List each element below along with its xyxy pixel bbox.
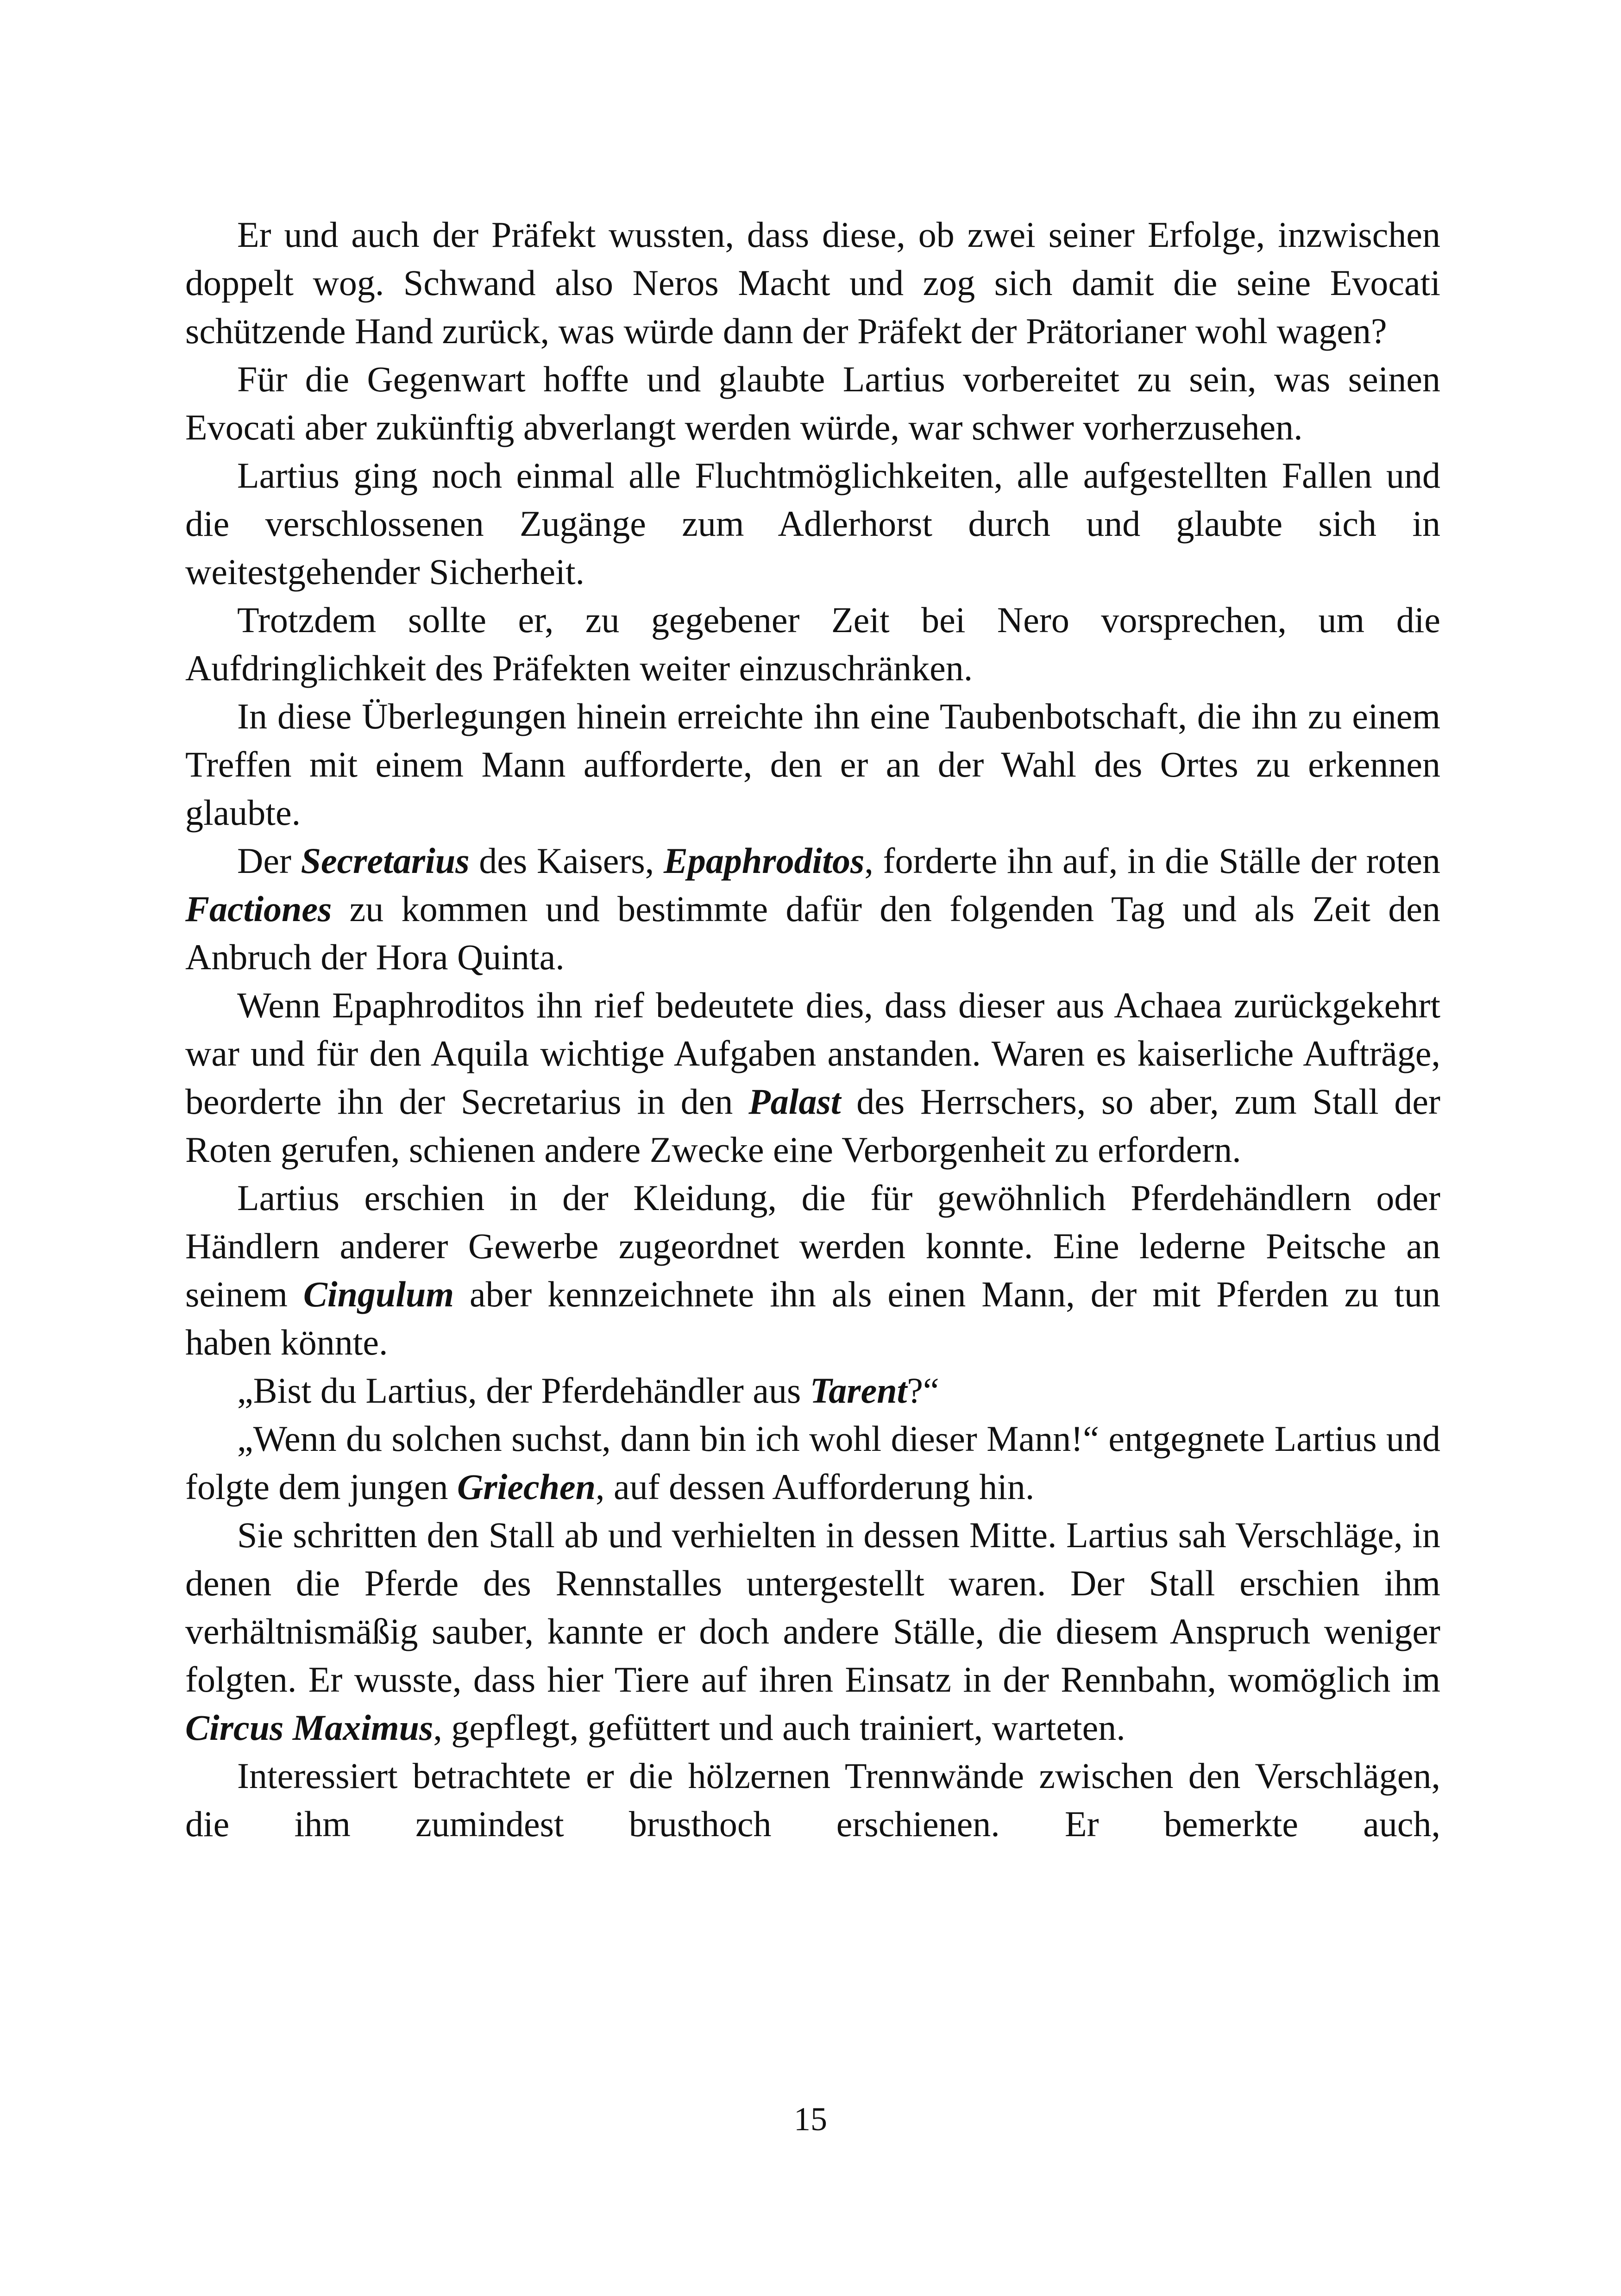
emphasis-term: Epaphroditos — [663, 841, 865, 881]
text-run: des Kaisers, — [469, 841, 664, 881]
text-run: Er und auch der Präfekt wussten, dass diese, ob zwei seiner Erfolge, inzwischen doppelt wog. Schwand also Neros Macht und zog sich damit die seine Evocati schützende Hand zurück, was würde dann der Präfekt der Prätorianer wohl wagen? — [185, 214, 1440, 351]
text-run: Lartius erschien in der Kleidung, die für gewöhnlich Pferdehändlern oder Händlern anderer Gewerbe zugeordnet werden konnte. Eine lederne Peitsche an seinem — [185, 1178, 1440, 1314]
paragraph — [185, 452, 1440, 596]
text-run: Interessiert betrachtete er die hölzernen Trennwände zwischen den Verschlägen, die ihm zumindest brusthoch erschienen. Er bemerkte auch, — [185, 1756, 1440, 1844]
text-run: Für die Gegenwart hoffte und glaubte Lartius vorbereitet zu sein, was seinen Evocati aber zukünftig abverlangt werden würde, war schwer vorherzusehen. — [185, 359, 1440, 447]
emphasis-term: Griechen — [457, 1467, 596, 1507]
emphasis-term: Circus Maximus — [185, 1707, 434, 1748]
text-run: ?“ — [907, 1370, 939, 1411]
text-run: aber kennzeichnete ihn als einen Mann, der mit Pferden zu tun haben könnte. — [185, 1274, 1440, 1362]
emphasis-term: Tarent — [810, 1370, 907, 1411]
paragraph — [185, 596, 1440, 692]
text-run: „Bist du Lartius, der Pferdehändler aus — [237, 1370, 810, 1411]
emphasis-term: Cingulum — [303, 1274, 454, 1314]
emphasis-term: Secretarius — [301, 841, 470, 881]
paragraph — [185, 1174, 1440, 1367]
paragraph — [185, 981, 1440, 1174]
text-run: „Wenn du solchen suchst, dann bin ich wohl dieser Mann!“ entgegnete Lartius und folgte dem jungen — [185, 1418, 1440, 1507]
text-run: , forderte ihn auf, in die Ställe der roten — [864, 841, 1440, 881]
text-run: Wenn Epaphroditos ihn rief bedeutete dies, dass dieser aus Achaea zurückgekehrt war und für den Aquila wichtige Aufgaben anstanden. Waren es kaiserliche Aufträge, beorderte ihn der Secretarius in den — [185, 985, 1440, 1122]
text-run: In diese Überlegungen hinein erreichte ihn eine Taubenbotschaft, die ihn zu einem Treffen mit einem Mann aufforderte, den er an der Wahl des Ortes zu erkennen glaubte. — [185, 696, 1440, 833]
text-run: , gepflegt, gefüttert und auch trainiert, warteten. — [433, 1707, 1125, 1748]
text-run: zu kommen und bestimmte dafür den folgenden Tag und als Zeit den Anbruch der Hora Quinta. — [185, 889, 1440, 977]
paragraph — [185, 1367, 1440, 1415]
emphasis-term: Factiones — [185, 889, 332, 929]
text-run: Trotzdem sollte er, zu gegebener Zeit bei Nero vorsprechen, um die Aufdringlichkeit des Präfekten weiter einzuschränken. — [185, 600, 1440, 688]
paragraph — [185, 355, 1440, 452]
paragraph — [185, 837, 1440, 981]
page-number: 15 — [794, 2101, 827, 2138]
paragraph — [185, 1415, 1440, 1511]
page-body — [185, 211, 1440, 1848]
paragraph — [185, 692, 1440, 837]
text-run: Sie schritten den Stall ab und verhielten in dessen Mitte. Lartius sah Verschläge, in denen die Pferde des Rennstalles untergestellt waren. Der Stall erschien ihm verhältnismäßig sauber, kannte er doch andere Ställe, die diesem Anspruch weniger folgten. Er wusste, dass hier Tiere auf ihren Einsatz in der Rennbahn, womöglich im — [185, 1515, 1440, 1700]
emphasis-term: Palast — [748, 1081, 841, 1122]
text-run: des Herrschers, so aber, zum Stall der Roten gerufen, schienen andere Zwecke eine Verborgenheit zu erfordern. — [185, 1081, 1440, 1170]
text-run: , auf dessen Aufforderung hin. — [596, 1467, 1035, 1507]
paragraph — [185, 1752, 1440, 1848]
text-run: Lartius ging noch einmal alle Fluchtmöglichkeiten, alle aufgestellten Fallen und die verschlossenen Zugänge zum Adlerhorst durch und glaubte sich in weitestgehender Sicherheit. — [185, 455, 1440, 592]
text-run: Der — [237, 841, 301, 881]
paragraph — [185, 1511, 1440, 1752]
paragraph — [185, 211, 1440, 355]
